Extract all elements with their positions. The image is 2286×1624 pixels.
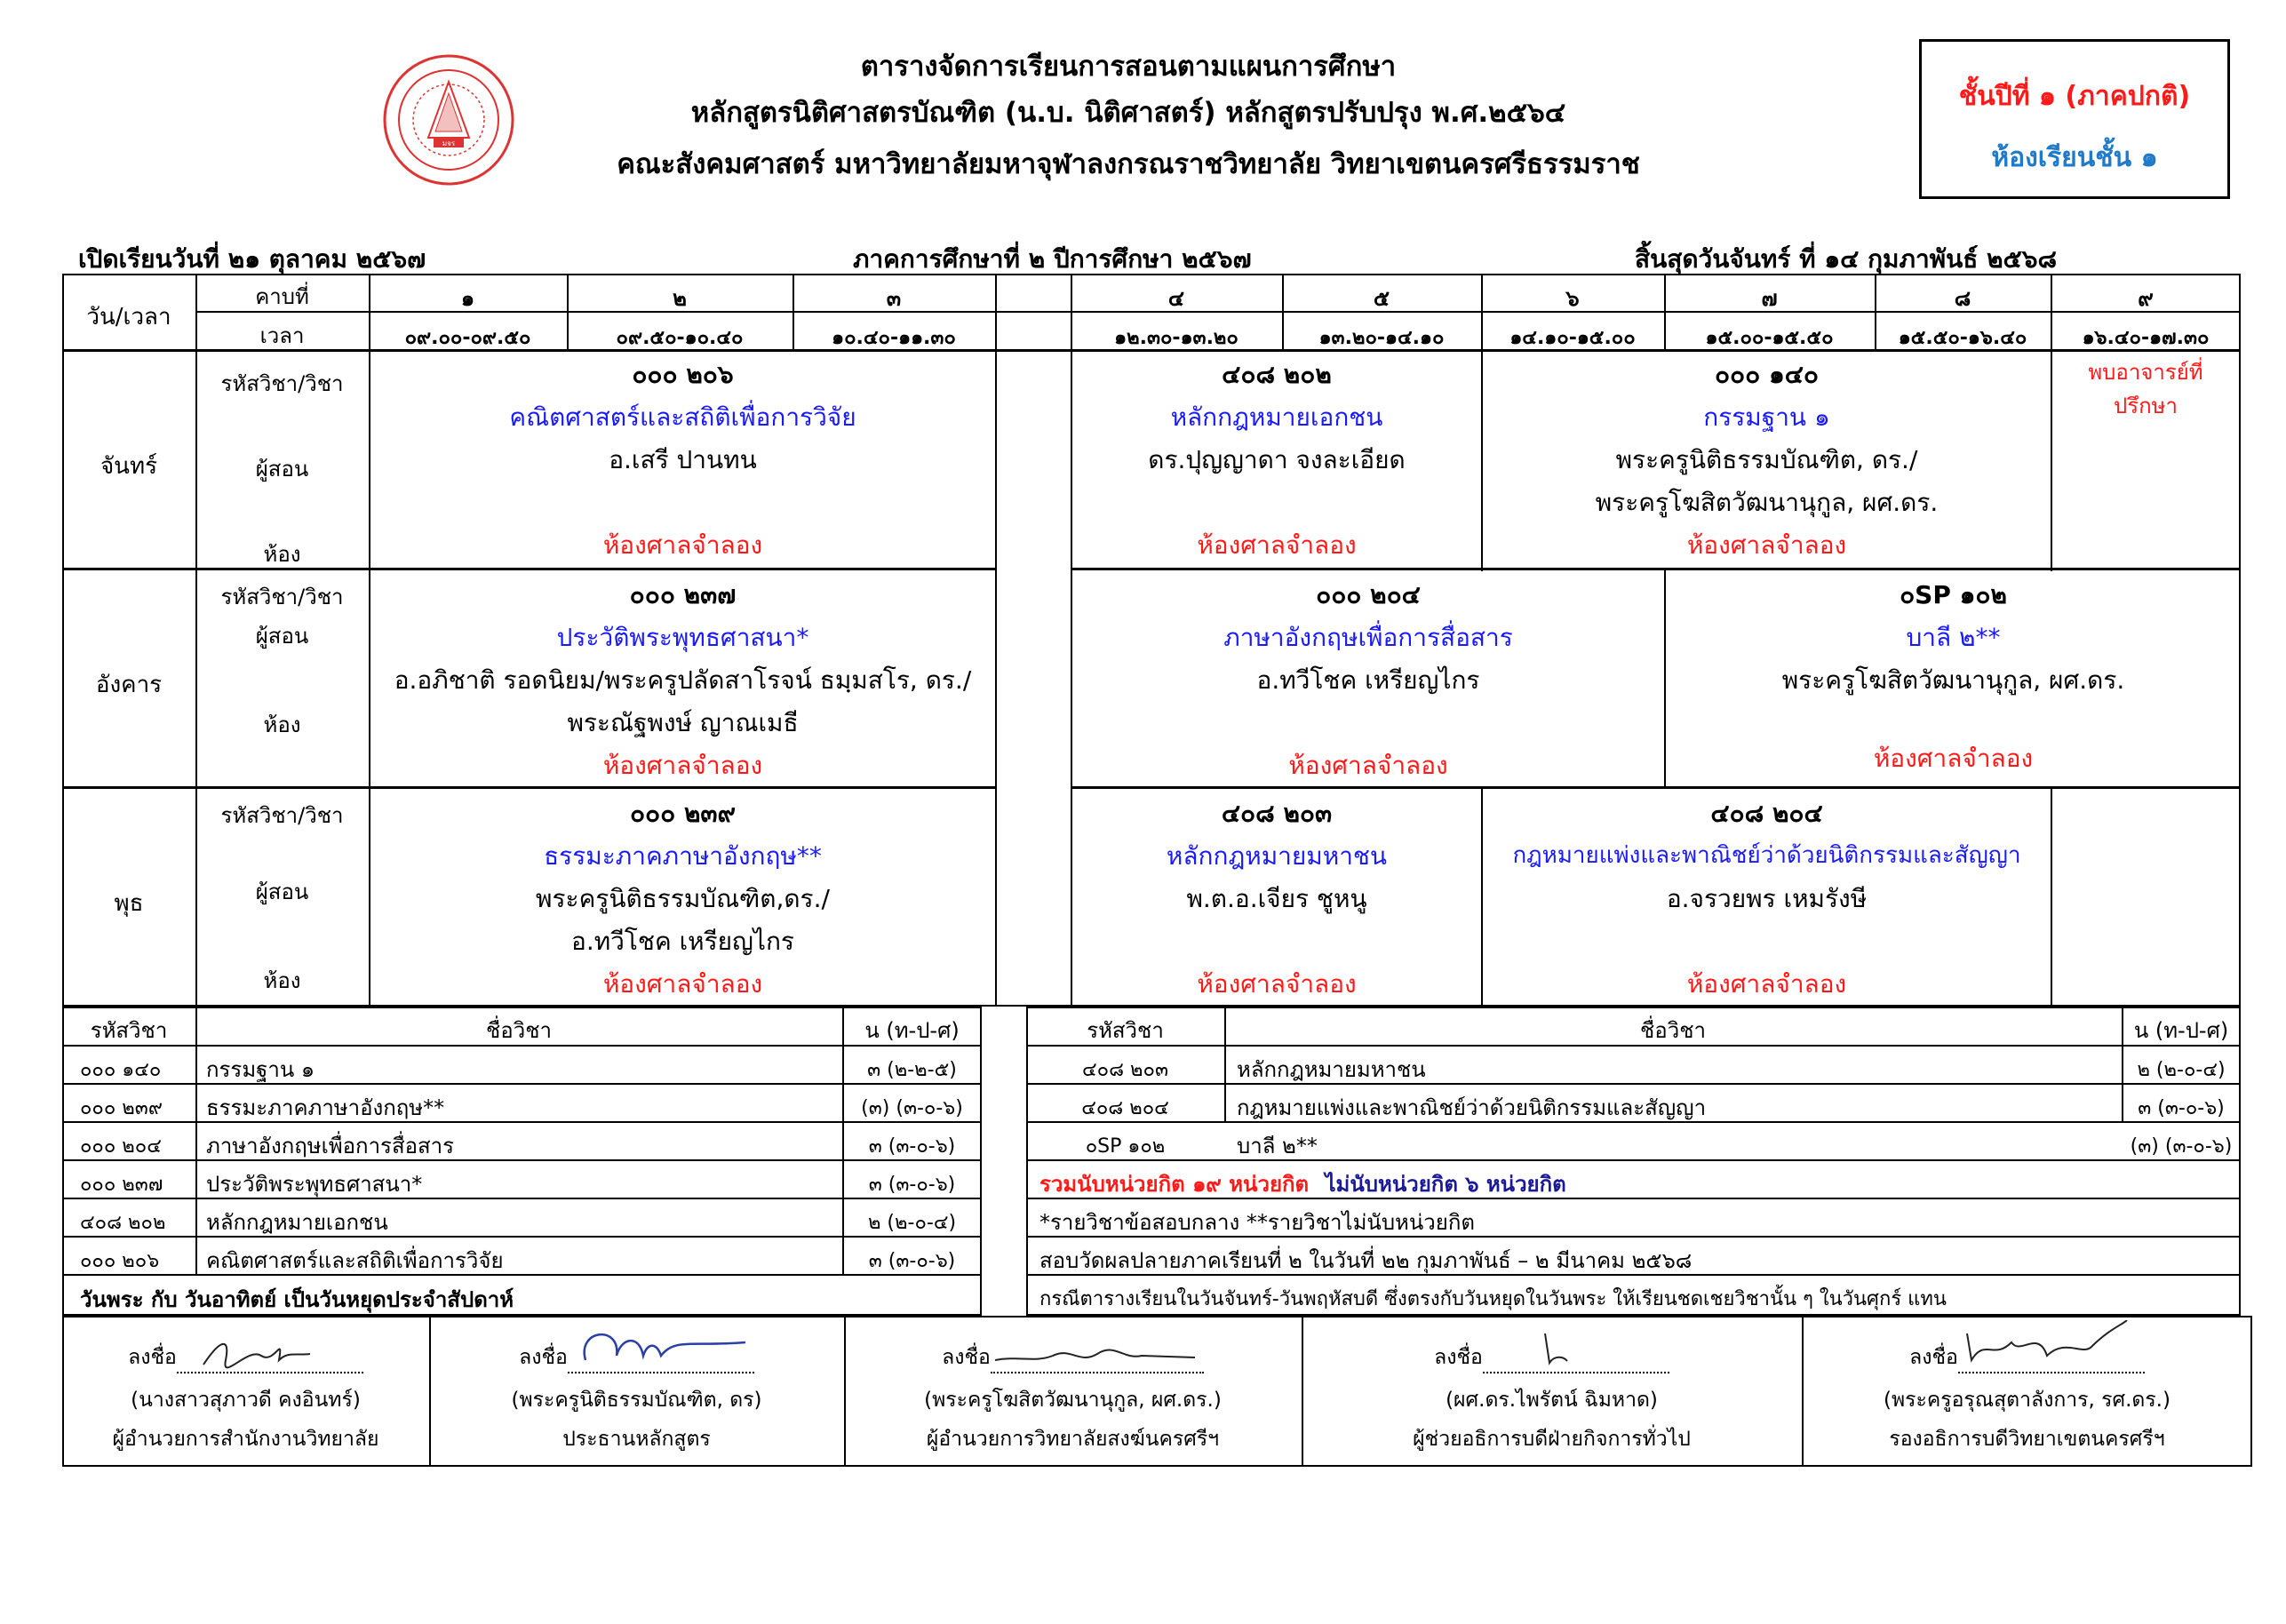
label-room: ห้อง	[263, 968, 301, 993]
signature-block	[1302, 1341, 1802, 1455]
class-badge	[1919, 39, 2230, 199]
row-name: หลักกฎหมายเอกชน	[206, 1210, 388, 1235]
course-block	[370, 794, 995, 1004]
course-teacher	[370, 483, 995, 526]
course-title: กฎหมายแพ่งและพาณิชย์ว่าด้วยนิติกรรมและสัญญา	[1512, 842, 2021, 869]
row-code: ๐๐๐ ๒๓๗	[80, 1174, 163, 1196]
course-teacher: พระครูนิติธรรมบัณฑิต,ดร./	[536, 884, 830, 913]
course-code: ๔๐๘ ๒๐๒	[1222, 360, 1332, 389]
class-year: ชั้นปีที่ ๑ (ภาคปกติ)	[1958, 81, 2191, 112]
time-1: ๐๙.๐๐-๐๙.๕๐	[404, 327, 531, 349]
sign-label: ลงชื่อ	[1909, 1346, 1958, 1369]
col-header-code: รหัสวิชา	[90, 1018, 168, 1043]
handwritten-signature-icon	[568, 1320, 754, 1373]
row-credit: ๓ (๒-๒-๕)	[867, 1059, 957, 1081]
course-block	[1483, 794, 2051, 1004]
course-room: ห้องศาลจำลอง	[602, 969, 763, 999]
label-code: รหัสวิชา/วิชา	[220, 803, 344, 828]
course-title: ภาษาอังกฤษเพื่อการสื่อสาร	[1223, 623, 1513, 652]
row-name: หลักกฎหมายมหาชน	[1237, 1057, 1426, 1082]
signer-name: (พระครูนิติธรรมบัณฑิต, ดร)	[511, 1389, 762, 1412]
col-header-credit: น (ท-ป-ศ)	[864, 1018, 960, 1043]
label-code: รหัสวิชา/วิชา	[220, 585, 344, 609]
course-code: ๐๐๐ ๒๓๙	[629, 799, 737, 828]
row-code: ๐๐๐ ๑๔๐	[80, 1059, 162, 1081]
period-3: ๓	[886, 286, 902, 311]
course-teacher: พ.ต.อ.เจียร ชูหนู	[1186, 884, 1367, 913]
course-teacher: อ.จรวยพร เหมรังษี	[1666, 884, 1868, 913]
credit-excluded: ไม่นับหน่วยกิต ๖ หน่วยกิต	[1325, 1172, 1566, 1197]
course-teacher: พระครูโฆสิตวัฒนานุกูล, ผศ.ดร.	[1595, 488, 1939, 517]
advisor-note: พบอาจารย์ที่ปรึกษา	[2088, 360, 2203, 418]
signer-name: (พระครูโฆสิตวัฒนานุกูล, ผศ.ดร.)	[924, 1389, 1222, 1412]
row-name: ประวัติพระพุทธศาสนา*	[206, 1172, 423, 1197]
course-block	[1072, 576, 1664, 785]
row-name: กรรมฐาน ๑	[206, 1057, 315, 1082]
period-label: คาบที่	[255, 284, 309, 309]
course-code: ๔๐๘ ๒๐๓	[1221, 799, 1333, 828]
term-semester: ภาคการศึกษาที่ ๒ ปีการศึกษา ๒๕๖๗	[853, 244, 1252, 274]
classroom: ห้องเรียนชั้น ๑	[1991, 142, 2158, 173]
course-title: หลักกฎหมายเอกชน	[1170, 402, 1383, 432]
course-block	[1072, 794, 1481, 1004]
row-code: ๐๐๐ ๒๓๙	[80, 1097, 163, 1119]
row-name: ภาษาอังกฤษเพื่อการสื่อสาร	[206, 1134, 455, 1158]
signer-position: ผู้ช่วยอธิการบดีฝ่ายกิจการทั่วไป	[1413, 1428, 1691, 1451]
signature-block	[62, 1341, 429, 1455]
time-6: ๑๔.๑๐-๑๕.๐๐	[1509, 327, 1636, 349]
period-1: ๑	[460, 286, 475, 311]
course-code: ๐SP ๑๐๒	[1900, 580, 2007, 609]
signer-name: (นางสาวสุภาวดี คงอินทร์)	[131, 1389, 361, 1412]
course-code: ๐๐๐ ๒๐๖	[632, 360, 734, 389]
row-credit: ๒ (๒-๐-๔)	[2137, 1059, 2226, 1081]
label-room: ห้อง	[263, 542, 301, 567]
holiday-rule: กรณีตารางเรียนในวันจันทร์-วันพฤหัสบดี ซึ่งตรงกับวันหยุดในวันพระ ให้เรียนชดเชยวิชานั้น ๆ ในวันศุกร์ แทน	[1039, 1288, 1947, 1310]
term-start: เปิดเรียนวันที่ ๒๑ ตุลาคม ๒๕๖๗	[78, 244, 426, 274]
period-6: ๖	[1565, 286, 1580, 311]
row-code: ๐๐๐ ๒๐๖	[80, 1250, 160, 1272]
exam-note: สอบวัดผลปลายภาคเรียนที่ ๒ ในวันที่ ๒๒ กุมภาพันธ์ – ๒ มีนาคม ๒๕๖๘	[1039, 1248, 1693, 1273]
row-name: บาลี ๒**	[1237, 1134, 1318, 1158]
handwritten-signature-icon	[177, 1329, 363, 1373]
signer-name: (ผศ.ดร.ไพรัตน์ ฉิมหาด)	[1446, 1389, 1658, 1412]
sign-label: ลงชื่อ	[128, 1346, 177, 1369]
course-room: ห้องศาลจำลอง	[1873, 744, 2034, 773]
row-code: ๔๐๘ ๒๐๒	[80, 1212, 166, 1234]
day-monday: จันทร์	[100, 453, 158, 480]
course-title: ธรรมะภาคภาษาอังกฤษ**	[544, 841, 822, 871]
credit-total: รวมนับหน่วยกิต ๑๙ หน่วยกิต	[1039, 1172, 1310, 1197]
course-block	[370, 576, 995, 785]
col-header-name: ชื่อวิชา	[486, 1018, 552, 1043]
course-room: ห้องศาลจำลอง	[1686, 530, 1847, 560]
course-teacher: อ.เสรี ปานทน	[609, 445, 757, 474]
label-teacher: ผู้สอน	[255, 457, 309, 482]
university-logo	[382, 53, 515, 187]
time-7: ๑๕.๐๐-๑๕.๕๐	[1705, 327, 1834, 349]
signature-block	[429, 1341, 844, 1455]
row-code: ๔๐๘ ๒๐๓	[1081, 1059, 1168, 1081]
period-7: ๗	[1761, 286, 1778, 311]
signature-block	[1802, 1341, 2252, 1455]
course-teacher: พระณัฐพงษ์ ญาณเมธี	[567, 708, 799, 737]
row-credit: ๓ (๓-๐-๖)	[2138, 1097, 2225, 1119]
period-5: ๕	[1373, 286, 1390, 311]
label-code: รหัสวิชา/วิชา	[220, 371, 344, 396]
row-name: กฎหมายแพ่งและพาณิชย์ว่าด้วยนิติกรรมและสัญญา	[1237, 1095, 1707, 1120]
term-end: สิ้นสุดวันจันทร์ ที่ ๑๔ กุมภาพันธ์ ๒๕๖๘	[1635, 244, 2058, 274]
course-title: หลักกฎหมายมหาชน	[1166, 841, 1388, 871]
period-9: ๙	[2138, 286, 2154, 311]
label-room: ห้อง	[263, 712, 301, 737]
signature-block	[844, 1341, 1302, 1455]
course-teacher: อ.ทวีโชค เหรียญไกร	[571, 927, 794, 956]
course-room: ห้องศาลจำลอง	[1197, 969, 1357, 999]
page-title-1: ตารางจัดการเรียนการสอนตามแผนการศึกษา	[860, 51, 1397, 83]
period-2: ๒	[673, 286, 687, 311]
course-code: ๐๐๐ ๑๔๐	[1714, 360, 1820, 389]
handwritten-signature-icon	[991, 1329, 1204, 1373]
time-5: ๑๓.๒๐-๑๔.๑๐	[1318, 327, 1445, 349]
course-block	[1483, 355, 2051, 565]
row-credit: (๓) (๓-๐-๖)	[2130, 1135, 2233, 1158]
course-teacher: พระครูนิติธรรมบัณฑิต, ดร./	[1615, 445, 1918, 474]
time-9: ๑๖.๔๐-๑๗.๓๐	[2082, 327, 2210, 349]
row-name: คณิตศาสตร์และสถิติเพื่อการวิจัย	[206, 1248, 504, 1273]
course-room: ห้องศาลจำลอง	[602, 530, 763, 560]
day-wednesday: พุธ	[114, 890, 144, 917]
row-credit: ๓ (๓-๐-๖)	[868, 1174, 956, 1196]
col-header-credit: น (ท-ป-ศ)	[2133, 1018, 2229, 1043]
course-code: ๐๐๐ ๒๓๗	[629, 580, 737, 609]
period-4: ๔	[1167, 286, 1185, 311]
page-title-2: หลักสูตรนิติศาสตรบัณฑิต (น.บ. นิติศาสตร์) หลักสูตรปรับปรุง พ.ศ.๒๕๖๔	[690, 97, 1566, 129]
row-code: ๐SP ๑๐๒	[1085, 1135, 1166, 1158]
period-8: ๘	[1954, 286, 1971, 311]
course-teacher: ดร.ปุญญาดา จงละเอียด	[1148, 445, 1406, 474]
course-block	[370, 355, 995, 565]
course-teacher	[1483, 922, 2051, 965]
logo-center-text: มจร	[442, 139, 456, 147]
row-name: ธรรมะภาคภาษาอังกฤษ**	[206, 1095, 445, 1120]
course-teacher: พระครูโฆสิตวัฒนานุกูล, ผศ.ดร.	[1781, 665, 2125, 695]
day-time-header: วัน/เวลา	[86, 304, 171, 330]
course-room: ห้องศาลจำลอง	[1686, 969, 1847, 999]
signer-position: รองอธิการบดีวิทยาเขตนครศรีฯ	[1889, 1428, 2165, 1451]
signer-position: ผู้อำนวยการสำนักงานวิทยาลัย	[112, 1428, 379, 1451]
time-4: ๑๒.๓๐-๑๓.๒๐	[1114, 327, 1239, 349]
row-credit: (๓) (๓-๐-๖)	[861, 1097, 963, 1119]
course-title: ประวัติพระพุทธศาสนา*	[556, 623, 809, 652]
course-teacher	[1072, 922, 1481, 965]
course-room: ห้องศาลจำลอง	[602, 751, 763, 780]
signer-position: ผู้อำนวยการวิทยาลัยสงฆ์นครศรีฯ	[926, 1428, 1220, 1451]
course-teacher: อ.อภิชาติ รอดนิยม/พระครูปลัดสาโรจน์ ธมฺมสโร, ดร./	[394, 665, 972, 695]
course-room: ห้องศาลจำลอง	[1197, 530, 1357, 560]
label-teacher: ผู้สอน	[255, 880, 309, 904]
course-title: กรรมฐาน ๑	[1703, 402, 1830, 432]
course-block	[1072, 355, 1481, 565]
page-title-3: คณะสังคมศาสตร์ มหาวิทยาลัยมหาจุฬาลงกรณราชวิทยาลัย วิทยาเขตนครศรีธรรมราช	[617, 148, 1640, 180]
course-code: ๔๐๘ ๒๐๔	[1710, 799, 1823, 828]
course-footnote: *รายวิชาข้อสอบกลาง **รายวิชาไม่นับหน่วยกิต	[1039, 1210, 1475, 1235]
time-8: ๑๕.๕๐-๑๖.๔๐	[1898, 327, 2027, 349]
row-code: ๐๐๐ ๒๐๔	[80, 1135, 162, 1158]
col-header-name: ชื่อวิชา	[1640, 1018, 1706, 1043]
course-teacher	[1666, 704, 2241, 739]
day-tuesday: อังคาร	[95, 672, 163, 698]
row-credit: ๓ (๓-๐-๖)	[868, 1135, 956, 1158]
time-label: เวลา	[259, 323, 305, 348]
course-teacher: อ.ทวีโชค เหรียญไกร	[1256, 665, 1480, 695]
holiday-note: วันพระ กับ วันอาทิตย์ เป็นวันหยุดประจำสัปดาห์	[80, 1287, 514, 1312]
course-title: คณิตศาสตร์และสถิติเพื่อการวิจัย	[509, 402, 856, 432]
course-room: ห้องศาลจำลอง	[1288, 751, 1448, 780]
sign-label: ลงชื่อ	[942, 1346, 991, 1369]
row-credit: ๒ (๒-๐-๔)	[867, 1212, 957, 1234]
course-title: บาลี ๒**	[1906, 623, 2001, 652]
sign-label: ลงชื่อ	[1434, 1346, 1483, 1369]
signer-name: (พระครูอรุณสุตาลังการ, รศ.ดร.)	[1884, 1389, 2171, 1412]
course-teacher	[1072, 704, 1664, 746]
sign-label: ลงชื่อ	[519, 1346, 568, 1369]
handwritten-signature-icon	[1483, 1329, 1669, 1373]
course-teacher	[1072, 483, 1481, 526]
col-header-code: รหัสวิชา	[1087, 1018, 1164, 1043]
row-code: ๔๐๘ ๒๐๔	[1081, 1097, 1169, 1119]
label-teacher: ผู้สอน	[255, 624, 309, 649]
course-block	[1666, 576, 2241, 778]
time-2: ๐๙.๕๐-๑๐.๔๐	[616, 327, 744, 349]
row-credit: ๓ (๓-๐-๖)	[868, 1250, 956, 1272]
credit-summary	[1039, 1166, 1566, 1201]
course-code: ๐๐๐ ๒๐๔	[1316, 580, 1421, 609]
handwritten-signature-icon	[1958, 1320, 2145, 1373]
signer-position: ประธานหลักสูตร	[562, 1428, 711, 1451]
time-3: ๑๐.๔๐-๑๑.๓๐	[832, 327, 956, 349]
